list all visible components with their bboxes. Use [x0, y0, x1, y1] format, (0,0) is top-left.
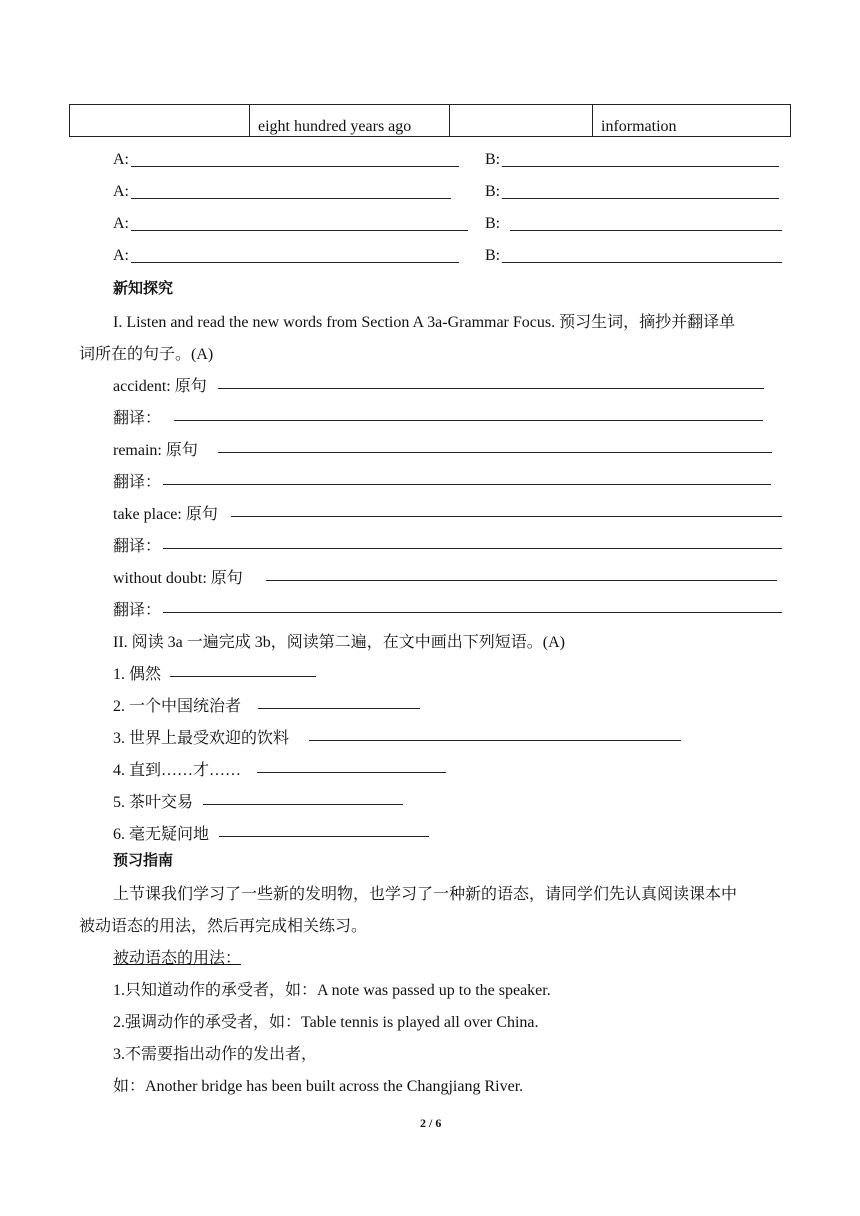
sentence-blank[interactable]	[231, 516, 782, 517]
answer-blank[interactable]	[131, 230, 468, 231]
table-cell: information	[593, 105, 791, 137]
phrase-item: 1. 偶然	[113, 666, 162, 683]
phrase-item: 2. 一个中国统治者	[113, 698, 242, 715]
table-cell	[450, 105, 593, 137]
usage-item: 2.强调动作的承受者，如：Table tennis is played all over China.	[113, 1014, 539, 1031]
word-without-doubt: without doubt: 原句	[113, 570, 243, 587]
phrase-blank[interactable]	[257, 772, 446, 773]
translation-blank[interactable]	[174, 420, 763, 421]
guide-paragraph: 上节课我们学习了一些新的发明物，也学习了一种新的语态，请同学们先认真阅读课本中	[113, 886, 738, 903]
part2-instruction: II. 阅读 3a 一遍完成 3b，阅读第二遍，在文中画出下列短语。(A)	[113, 634, 565, 651]
answer-blank[interactable]	[131, 198, 451, 199]
dialogue-a-label: A:	[113, 215, 129, 232]
sentence-blank[interactable]	[266, 580, 777, 581]
usage-item: 3.不需要指出动作的发出者，	[113, 1046, 318, 1063]
dialogue-b-label: B:	[485, 183, 501, 200]
sentence-blank[interactable]	[218, 452, 772, 453]
answer-blank[interactable]	[510, 230, 782, 231]
word-remain: remain: 原句	[113, 442, 198, 459]
part1-instruction-cont: 词所在的句子。(A)	[79, 346, 214, 363]
usage-item: 如：Another bridge has been built across the Changjiang River.	[113, 1078, 524, 1095]
part1-instruction: I. Listen and read the new words from Section A 3a-Grammar Focus. 预习生词，摘抄并翻译单	[113, 314, 736, 331]
translation-label: 翻译：	[113, 410, 162, 427]
phrase-blank[interactable]	[170, 676, 316, 677]
word-accident: accident: 原句	[113, 378, 207, 395]
section-heading: 预习指南	[113, 851, 174, 869]
translation-blank[interactable]	[163, 548, 782, 549]
answer-blank[interactable]	[131, 262, 459, 263]
phrase-item: 5. 茶叶交易	[113, 794, 194, 811]
translation-label: 翻译：	[113, 538, 162, 555]
phrase-blank[interactable]	[258, 708, 420, 709]
phrase-blank[interactable]	[219, 836, 429, 837]
dialogue-b-label: B:	[485, 247, 501, 264]
dialogue-a-label: A:	[113, 151, 129, 168]
usage-item: 1.只知道动作的承受者，如：A note was passed up to the speaker.	[113, 982, 551, 999]
answer-blank[interactable]	[502, 166, 779, 167]
phrase-blank[interactable]	[203, 804, 403, 805]
translation-label: 翻译：	[113, 474, 162, 491]
table-cell: eight hundred years ago	[250, 105, 450, 137]
dialogue-b-label: B:	[485, 215, 501, 232]
phrase-item: 3. 世界上最受欢迎的饮料	[113, 730, 290, 747]
word-take-place: take place: 原句	[113, 506, 218, 523]
sentence-blank[interactable]	[218, 388, 764, 389]
phrase-blank[interactable]	[309, 740, 681, 741]
section-heading: 新知探究	[113, 279, 174, 297]
dialogue-a-label: A:	[113, 247, 129, 264]
phrase-item: 4. 直到……才……	[113, 762, 242, 779]
table-cell	[70, 105, 250, 137]
translation-label: 翻译：	[113, 602, 162, 619]
vocab-table	[69, 104, 791, 137]
usage-heading: 被动语态的用法：	[113, 950, 242, 967]
table-row	[70, 105, 791, 137]
guide-paragraph-cont: 被动语态的用法，然后再完成相关练习。	[79, 918, 368, 935]
dialogue-b-label: B:	[485, 151, 501, 168]
answer-blank[interactable]	[502, 262, 782, 263]
translation-blank[interactable]	[163, 612, 782, 613]
phrase-item: 6. 毫无疑问地	[113, 826, 210, 843]
translation-blank[interactable]	[163, 484, 771, 485]
answer-blank[interactable]	[131, 166, 459, 167]
answer-blank[interactable]	[502, 198, 779, 199]
dialogue-a-label: A:	[113, 183, 129, 200]
page-number: 2 / 6	[420, 1116, 442, 1130]
